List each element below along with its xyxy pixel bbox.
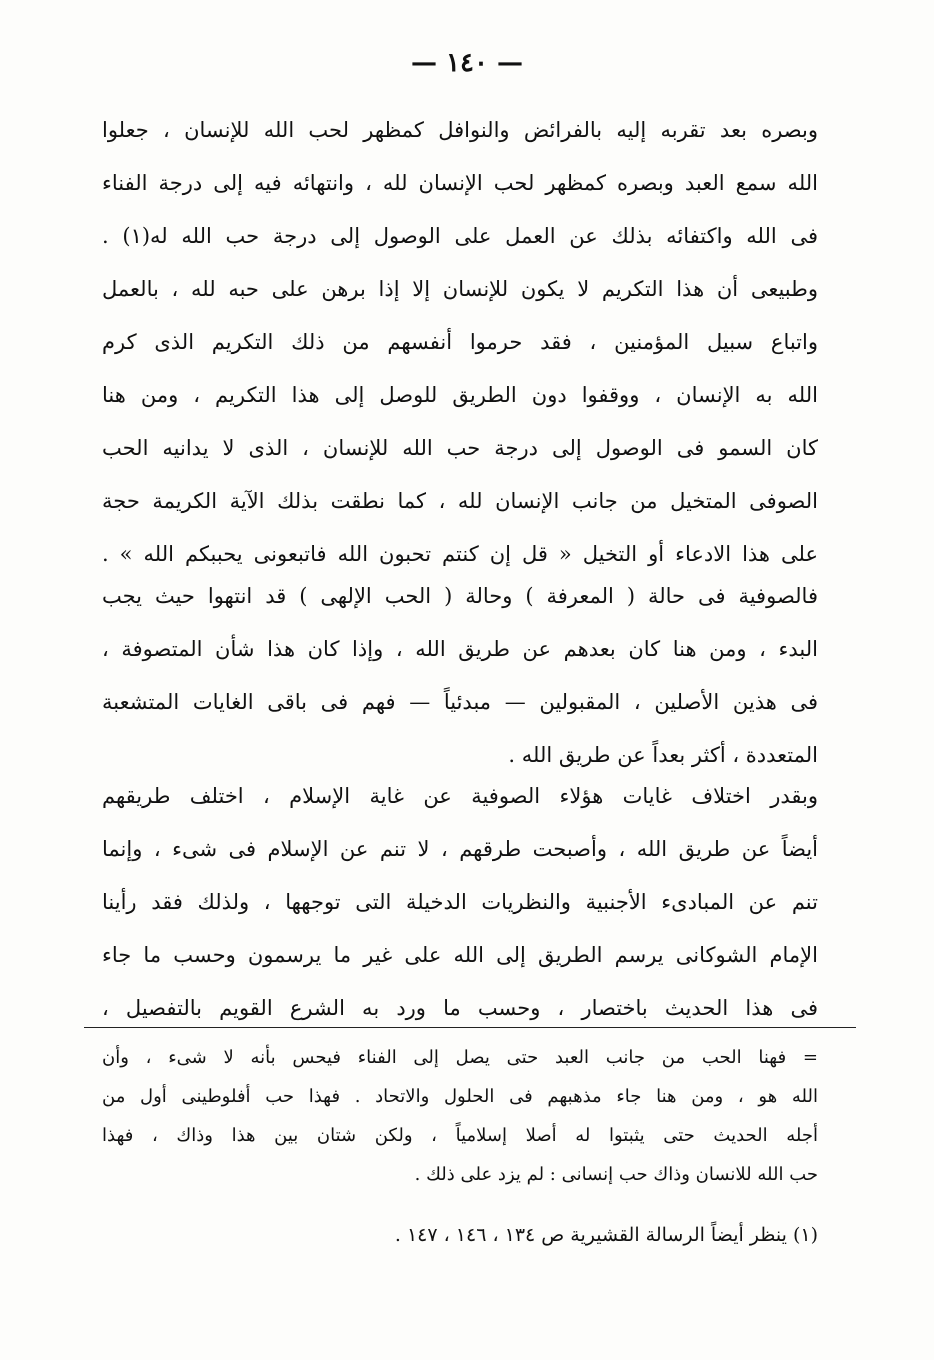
- paragraph-3: [102, 770, 818, 1035]
- footnote-line: الله هو ، ومن هنا جاء مذهبهم فى الحلول والاتحاد . فهذا حب أفلوطينى أول من: [102, 1086, 818, 1107]
- text-line: وبقدر اختلاف غايات هؤلاء الصوفية عن غاية الإسلام ، اختلف طريقهم: [102, 784, 818, 808]
- footnote-divider: [84, 1027, 856, 1028]
- text-line: تنم عن المبادىء الأجنبية والنظريات الدخيلة التى توجهها ، ولذلك فقد رأينا: [102, 890, 818, 914]
- paragraph-1: [102, 104, 818, 581]
- text-line: الله به الإنسان ، ووقفوا دون الطريق للوصل إلى هذا التكريم ، ومن هنا: [102, 383, 818, 407]
- footnote-line: = فهنا الحب من جانب العبد حتى يصل إلى الفناء فيحس بأنه لا شىء ، وأن: [102, 1047, 818, 1068]
- page-number: — ١٤٠ —: [410, 48, 524, 78]
- text-line: الإمام الشوكانى يرسم الطريق إلى الله على غير ما يرسمون وحسب ما جاء: [102, 943, 818, 967]
- text-line: الصوفى المتخيل من جانب الإنسان لله ، كما نطقت بذلك الآية الكريمة حجة: [102, 489, 818, 513]
- text-line: كان السمو فى الوصول إلى درجة حب الله للإنسان ، الذى لا يدانيه الحب: [102, 436, 818, 460]
- text-line: وطبيعى أن هذا التكريم لا يكون للإنسان إلا إذا برهن على حبه لله ، بالعمل: [102, 277, 818, 301]
- text-line: وبصره بعد تقربه إليه بالفرائض والنوافل كمظهر لحب الله للإنسان ، جعلوا: [102, 118, 818, 142]
- text-line: الله سمع العبد وبصره كمظهر لحب الإنسان لله ، وانتهائه فيه إلى درجة الفناء: [102, 171, 818, 195]
- text-line: المتعددة ، أكثر بعداً عن طريق الله .: [508, 743, 818, 767]
- text-line: فى هذين الأصلين ، المقبولين — مبدئياً — فهم فى باقى الغايات المتشعبة: [102, 690, 818, 714]
- text-line: أيضاً عن طريق الله ، وأصبحت طرقهم ، لا تنم عن الإسلام فى شىء ، وإنما: [102, 837, 818, 861]
- text-line: فى الله واكتفائه بذلك عن العمل على الوصول إلى درجة حب الله له(١) .: [102, 224, 818, 248]
- footnote-reference: (١) ينظر أيضاً الرسالة القشيرية ص ١٣٤ ، ١٤٦ ، ١٤٧ .: [394, 1224, 818, 1246]
- text-line: واتباع سبيل المؤمنين ، فقد حرموا أنفسهم من ذلك التكريم الذى كرم: [102, 330, 818, 354]
- text-line: البدء ، ومن هنا كان بعدهم عن طريق الله ، وإذا كان هذا شأن المتصوفة ،: [102, 637, 818, 661]
- footnote-line: حب الله للانسان وذاك حب إنسانى : لم يزد على ذلك .: [414, 1164, 818, 1185]
- text-line: فالصوفية فى حالة ( المعرفة ) وحالة ( الحب الإلهى ) قد انتهوا حيث يجب: [102, 584, 818, 608]
- paragraph-2: [102, 570, 818, 782]
- footnote-continuation: [102, 1038, 818, 1194]
- text-line: فى هذا الحديث باختصار ، وحسب ما ورد به الشرع القويم بالتفصيل ،: [102, 996, 818, 1020]
- text-line: على هذا الادعاء أو التخيل « قل إن كنتم تحبون الله فاتبعونى يحببكم الله » .: [102, 542, 818, 566]
- footnote-line: أجله الحديث حتى يثبتوا له أصلا إسلامياً ، ولكن شتان بين هذا وذاك ، فهذا: [102, 1125, 818, 1146]
